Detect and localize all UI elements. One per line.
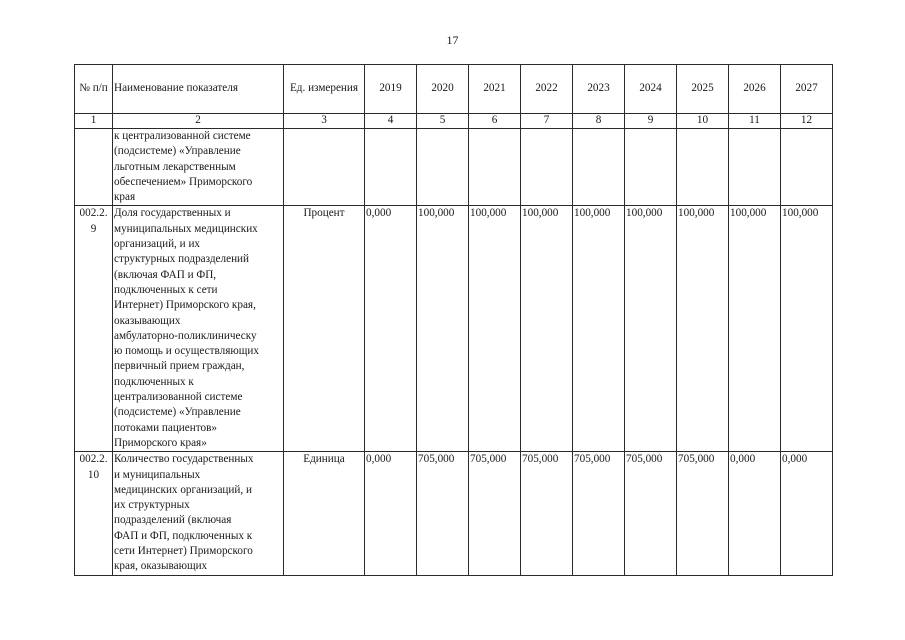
year-value-2025: 705,000 <box>677 452 729 575</box>
header-indicator-name: Наименование показателя <box>113 65 284 114</box>
header-year-2020: 2020 <box>417 65 469 114</box>
table-row-continuation <box>75 129 833 206</box>
indicator-name-line: (включая ФАП и ФП, <box>114 268 217 281</box>
indicator-name-line: ю помощь и осуществляющих <box>114 345 259 358</box>
column-number: 9 <box>625 114 677 129</box>
column-number: 6 <box>469 114 521 129</box>
year-value-2022 <box>521 129 573 206</box>
indicator-name-line: амбулаторно-поликлиническу <box>114 329 257 342</box>
year-value-2019: 0,000 <box>365 206 417 452</box>
unit-of-measure: Единица <box>284 452 365 575</box>
table-row-002-2-10 <box>75 452 833 575</box>
year-value-2022: 705,000 <box>521 452 573 575</box>
indicator-name-line: первичный прием граждан, <box>114 360 245 373</box>
year-value-2023: 100,000 <box>573 206 625 452</box>
row-id-line: 9 <box>90 222 97 235</box>
column-number: 2 <box>113 114 284 129</box>
column-number: 1 <box>75 114 113 129</box>
row-id <box>75 206 113 452</box>
header-year-2023: 2023 <box>573 65 625 114</box>
year-value-2020: 100,000 <box>417 206 469 452</box>
year-value-2020 <box>417 129 469 206</box>
header-year-2024: 2024 <box>625 65 677 114</box>
column-number: 7 <box>521 114 573 129</box>
column-number: 8 <box>573 114 625 129</box>
indicator-name-line: структурных подразделений <box>114 253 250 266</box>
indicator-name-line: (подсистеме) «Управление <box>114 145 241 158</box>
year-value-2024 <box>625 129 677 206</box>
year-value-2027: 100,000 <box>781 206 833 452</box>
table-row-002-2-9 <box>75 206 833 452</box>
indicator-name-line: Доля государственных и <box>114 207 231 220</box>
year-value-2025 <box>677 129 729 206</box>
indicator-name <box>113 206 284 452</box>
indicator-name-line: Приморского края» <box>114 436 207 449</box>
indicator-name-line: подключенных к сети <box>114 283 218 296</box>
column-number: 11 <box>729 114 781 129</box>
row-id-line: 002.2. <box>79 207 108 220</box>
indicator-name-line: Количество государственных <box>114 453 254 466</box>
row-id-line: 10 <box>87 468 100 481</box>
header-year-2021: 2021 <box>469 65 521 114</box>
page-number: 17 <box>446 33 459 47</box>
indicator-name-line: подразделений (включая <box>114 514 232 527</box>
indicator-name-line: потоками пациентов» <box>114 421 217 434</box>
indicator-name <box>113 129 284 206</box>
year-value-2021: 705,000 <box>469 452 521 575</box>
year-value-2026: 100,000 <box>729 206 781 452</box>
indicator-name-line: к централизованной системе <box>114 130 251 142</box>
indicator-name-line: централизованной системе <box>114 391 243 404</box>
indicator-name-line: медицинских организаций, и <box>114 483 252 496</box>
indicator-name-line: и муниципальных <box>114 468 201 481</box>
indicator-name-line: края, оказывающих <box>114 560 208 573</box>
year-value-2019 <box>365 129 417 206</box>
header-year-2019: 2019 <box>365 65 417 114</box>
indicator-name-line: их структурных <box>114 499 190 512</box>
header-unit: Ед. измерения <box>284 65 365 114</box>
indicator-name-line: льготным лекарственным <box>114 160 236 173</box>
year-value-2027: 0,000 <box>781 452 833 575</box>
column-number: 10 <box>677 114 729 129</box>
row-id <box>75 129 113 206</box>
year-value-2023: 705,000 <box>573 452 625 575</box>
unit-of-measure: Процент <box>284 206 365 452</box>
indicator-name <box>113 452 284 575</box>
year-value-2026 <box>729 129 781 206</box>
indicator-name-line: края <box>114 191 136 204</box>
indicator-name-line: Интернет) Приморского края, <box>114 299 256 312</box>
year-value-2023 <box>573 129 625 206</box>
indicator-name-line: обеспечением» Приморского <box>114 175 253 188</box>
unit-of-measure <box>284 129 365 206</box>
header-number: № п/п <box>75 65 113 114</box>
header-year-2022: 2022 <box>521 65 573 114</box>
indicators-table <box>74 64 833 576</box>
year-value-2021: 100,000 <box>469 206 521 452</box>
indicator-name-line: сети Интернет) Приморского <box>114 545 253 558</box>
header-year-2025: 2025 <box>677 65 729 114</box>
header-year-2027: 2027 <box>781 65 833 114</box>
year-value-2020: 705,000 <box>417 452 469 575</box>
column-number: 3 <box>284 114 365 129</box>
indicator-name-line: ФАП и ФП, подключенных к <box>114 529 253 542</box>
year-value-2024: 705,000 <box>625 452 677 575</box>
row-id-line: 002.2. <box>79 453 108 466</box>
table-body <box>75 129 833 576</box>
indicator-name-line: организаций, и их <box>114 238 201 251</box>
column-number: 5 <box>417 114 469 129</box>
indicator-name-line: оказывающих <box>114 314 181 327</box>
header-year-2026: 2026 <box>729 65 781 114</box>
year-value-2026: 0,000 <box>729 452 781 575</box>
column-number: 4 <box>365 114 417 129</box>
row-id <box>75 452 113 575</box>
indicator-name-line: (подсистеме) «Управление <box>114 406 241 419</box>
year-value-2022: 100,000 <box>521 206 573 452</box>
table-header-row <box>75 65 833 114</box>
year-value-2021 <box>469 129 521 206</box>
column-number-row <box>75 114 833 129</box>
year-value-2027 <box>781 129 833 206</box>
year-value-2025: 100,000 <box>677 206 729 452</box>
column-number: 12 <box>781 114 833 129</box>
indicator-name-line: муниципальных медицинских <box>114 222 258 235</box>
indicator-name-line: подключенных к <box>114 375 194 388</box>
year-value-2019: 0,000 <box>365 452 417 575</box>
year-value-2024: 100,000 <box>625 206 677 452</box>
